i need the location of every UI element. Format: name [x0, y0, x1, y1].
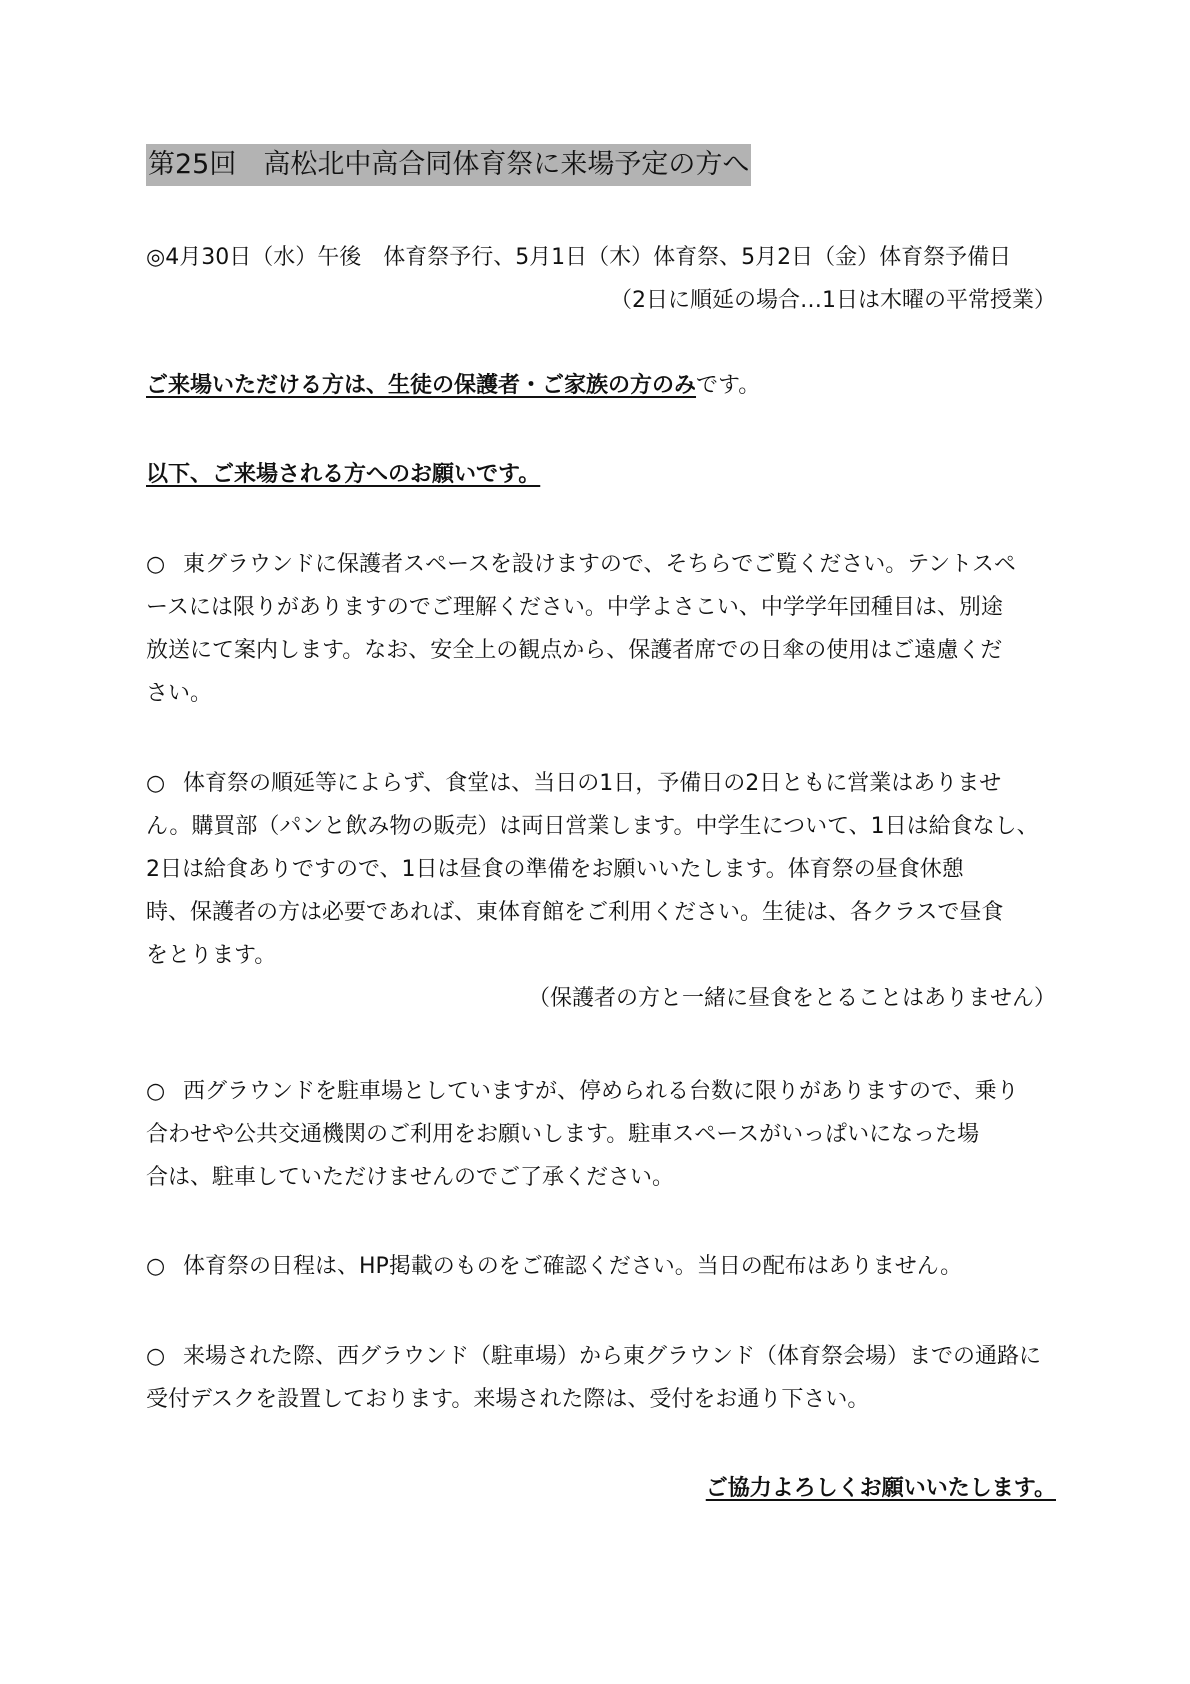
notice-line: 西グラウンドを駐車場としていますが、停められる台数に限りがありますので、乗り: [183, 1079, 1019, 1104]
notice-line: 合は、駐車していただけませんのでご了承ください。: [146, 1165, 675, 1190]
circle-bullet-icon: ○: [146, 771, 166, 796]
eligibility-block: [146, 364, 1056, 407]
closing-block: [146, 1467, 1056, 1510]
lunch-note: （保護者の方と一緒に昼食をとることはありません）: [527, 986, 1056, 1011]
closing-message: ご協力よろしくお願いいたします。: [705, 1476, 1056, 1501]
eligibility-emphasis: ご来場いただける方は、生徒の保護者・ご家族の方のみ: [146, 373, 697, 398]
notice-item: [146, 762, 1056, 1020]
document-title: 第25回 高松北中高合同体育祭に来場予定の方へ: [146, 144, 751, 186]
notice-line: さい。: [146, 681, 213, 706]
notice-line: 体育祭の順延等によらず、食堂は、当日の1日，予備日の2日ともに営業はありませ: [183, 771, 1002, 796]
notice-item: [146, 1070, 1056, 1199]
circle-bullet-icon: ○: [146, 552, 166, 577]
schedule-dates: ◎4月30日（水）午後 体育祭予行、5月1日（木）体育祭、5月2日（金）体育祭予備日: [146, 245, 1012, 270]
notice-line: 2日は給食ありですので、1日は昼食の準備をお願いいたします。体育祭の昼食休憩: [146, 857, 964, 882]
eligibility-tail: です。: [696, 373, 761, 398]
circle-bullet-icon: ○: [146, 1079, 166, 1104]
notice-item: [146, 543, 1056, 715]
notice-line: 来場された際、西グラウンド（駐車場）から東グラウンド（体育祭会場）までの通路に: [183, 1344, 1042, 1369]
notice-line: 体育祭の日程は、HP掲載のものをご確認ください。当日の配布はありません。: [183, 1254, 963, 1279]
notice-line: 受付デスクを設置しております。来場された際は、受付をお通り下さい。: [146, 1387, 870, 1412]
notice-line: 放送にて案内します。なお、安全上の観点から、保護者席での日傘の使用はご遠慮くだ: [146, 638, 1003, 663]
schedule-block: [146, 236, 1056, 322]
notice-line: をとります。: [146, 943, 277, 968]
schedule-postpone-note: （2日に順延の場合…1日は木曜の平常授業）: [610, 288, 1056, 313]
notice-line: 合わせや公共交通機関のご利用をお願いします。駐車スペースがいっぱいになった場: [146, 1122, 980, 1147]
request-heading-block: [146, 453, 1056, 496]
title-block: [146, 144, 751, 186]
notice-line: ん。購買部（パンと飲み物の販売）は両日営業します。中学生について、1日は給食なし、: [146, 814, 1039, 839]
notice-line: 東グラウンドに保護者スペースを設けますので、そちらでご覧ください。テントスペ: [183, 552, 1016, 577]
circle-bullet-icon: ○: [146, 1344, 166, 1369]
request-heading: 以下、ご来場される方へのお願いです。: [146, 462, 541, 487]
notice-item: [146, 1245, 1056, 1288]
circle-bullet-icon: ○: [146, 1254, 166, 1279]
notice-line: 時、保護者の方は必要であれば、東体育館をご利用ください。生徒は、各クラスで昼食: [146, 900, 1004, 925]
notice-item: [146, 1335, 1056, 1421]
notice-line: ースには限りがありますのでご理解ください。中学よさこい、中学学年団種目は、別途: [146, 595, 1003, 620]
